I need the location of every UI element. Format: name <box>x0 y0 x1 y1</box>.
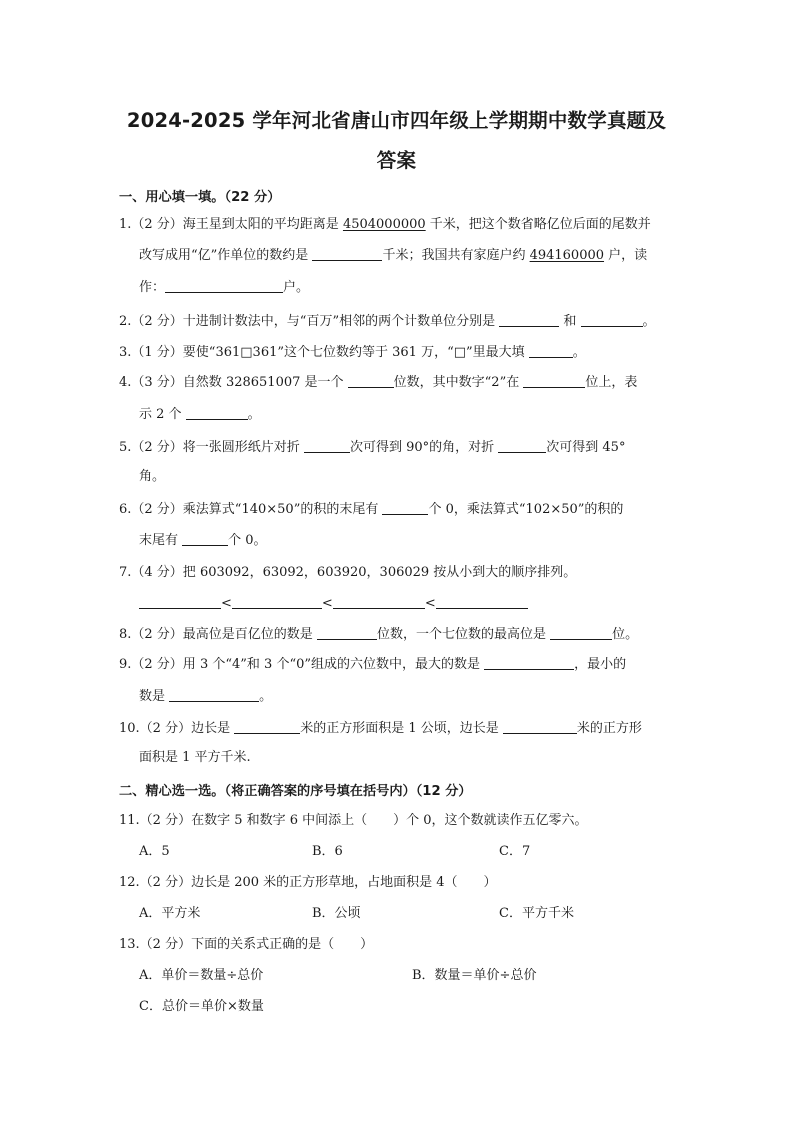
question-7-answer-row <box>139 594 528 613</box>
q11-option-b[interactable]: B．6 <box>312 844 343 859</box>
q13-option-c[interactable]: C．总价＝单价×数量 <box>139 999 264 1014</box>
answer-blank[interactable] <box>436 594 528 609</box>
question-2: 2.（2 分）十进制计数法中，与“百万”相邻的两个计数单位分别是 和 。 <box>119 314 656 329</box>
household-number: 494160000 <box>529 248 605 263</box>
question-1-line1: 1.（2 分）海王星到太阳的平均距离是 4504000000 千米，把这个数省略亿位后面的尾数并 <box>119 217 651 232</box>
q12-option-c[interactable]: C．平方千米 <box>499 906 574 921</box>
q11-option-a[interactable]: A．5 <box>139 844 170 859</box>
q12-option-a[interactable]: A．平方米 <box>139 906 201 921</box>
question-5-line2: 角。 <box>139 469 166 484</box>
document-title-line1: 2024-2025 学年河北省唐山市四年级上学期期中数学真题及 <box>126 109 667 132</box>
question-5-line1: 5.（2 分）将一张圆形纸片对折 次可得到 90°的角，对折 次可得到 45° <box>119 440 626 455</box>
answer-blank[interactable] <box>186 405 248 420</box>
answer-blank[interactable] <box>182 531 228 546</box>
answer-blank[interactable] <box>169 687 259 702</box>
question-9-line1: 9.（2 分）用 3 个“4”和 3 个“0”组成的六位数中，最大的数是 ，最小的 <box>119 657 627 672</box>
question-6-line2: 末尾有 个 0。 <box>139 533 267 548</box>
question-12: 12.（2 分）边长是 200 米的正方形草地，占地面积是 4（ ） <box>119 875 497 890</box>
answer-blank[interactable] <box>139 594 221 609</box>
answer-blank[interactable] <box>503 719 577 734</box>
question-8: 8.（2 分）最高位是百亿位的数是 位数，一个七位数的最高位是 位。 <box>119 627 639 642</box>
answer-blank[interactable] <box>529 343 573 358</box>
section1-heading: 一、用心填一填。（22 分） <box>119 190 281 205</box>
distance-number: 4504000000 <box>342 217 426 232</box>
answer-blank[interactable] <box>234 719 300 734</box>
question-10-line2: 面积是 1 平方千米. <box>139 750 251 765</box>
answer-blank[interactable] <box>523 373 585 388</box>
document-title-line2: 答案 <box>376 149 417 172</box>
less-than-sign: < <box>321 596 333 611</box>
question-1-line2: 改写成用“亿”作单位的数约是 千米；我国共有家庭户约 494160000 户，读 <box>139 248 648 263</box>
answer-blank[interactable] <box>550 625 612 640</box>
answer-blank[interactable] <box>499 312 559 327</box>
section2-heading: 二、精心选一选。（将正确答案的序号填在括号内）（12 分） <box>119 784 472 799</box>
question-11: 11.（2 分）在数字 5 和数字 6 中间添上（ ）个 0，这个数就读作五亿零六。 <box>119 813 588 828</box>
answer-blank[interactable] <box>165 278 283 293</box>
answer-blank[interactable] <box>317 625 377 640</box>
less-than-sign: < <box>221 596 232 611</box>
question-7: 7.（4 分）把 603092，63092，603920，306029 按从小到大的顺序排列。 <box>119 565 577 580</box>
question-6-line1: 6.（2 分）乘法算式“140×50”的积的末尾有 个 0，乘法算式“102×50”的积的 <box>119 502 624 517</box>
question-4-line2: 示 2 个 。 <box>139 407 261 422</box>
answer-blank[interactable] <box>348 373 394 388</box>
answer-blank[interactable] <box>232 594 322 609</box>
answer-blank[interactable] <box>484 655 574 670</box>
answer-blank[interactable] <box>581 312 643 327</box>
question-4-line1: 4.（3 分）自然数 328651007 是一个 位数，其中数字“2”在 位上，表 <box>119 375 638 390</box>
question-9-line2: 数是 。 <box>139 689 273 704</box>
answer-blank[interactable] <box>333 594 425 609</box>
question-1-line3: 作： 户。 <box>139 280 310 295</box>
answer-blank[interactable] <box>498 438 546 453</box>
q11-option-c[interactable]: C．7 <box>499 844 531 859</box>
answer-blank[interactable] <box>312 246 382 261</box>
question-3: 3.（1 分）要使“361□361”这个七位数约等于 361 万，“□”里最大填 。 <box>119 345 586 360</box>
q12-option-b[interactable]: B．公顷 <box>312 906 361 921</box>
q13-option-b[interactable]: B．数量＝单价÷总价 <box>412 968 537 983</box>
q13-option-a[interactable]: A．单价＝数量÷总价 <box>139 968 264 983</box>
less-than-sign: < <box>424 596 436 611</box>
question-10-line1: 10.（2 分）边长是 米的正方形面积是 1 公顷，边长是 米的正方形 <box>119 721 642 736</box>
answer-blank[interactable] <box>304 438 350 453</box>
question-13: 13.（2 分）下面的关系式正确的是（ ） <box>119 937 374 952</box>
answer-blank[interactable] <box>382 500 428 515</box>
